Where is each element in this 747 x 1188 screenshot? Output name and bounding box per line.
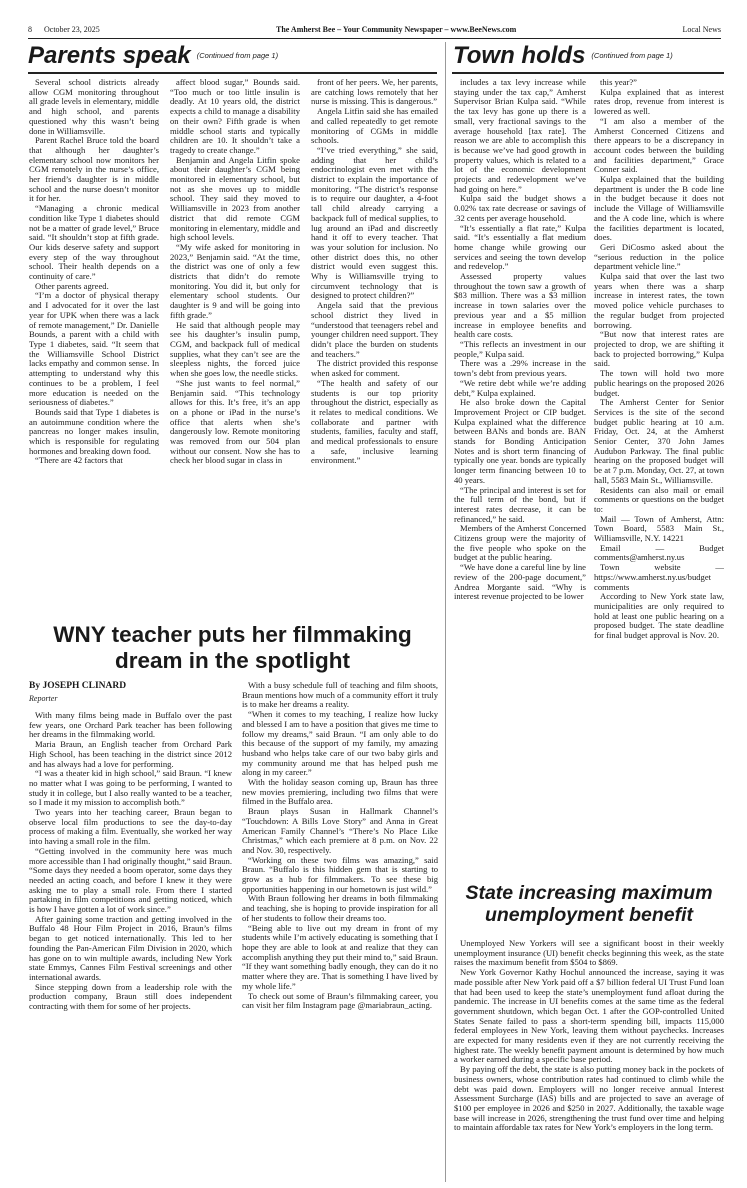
paragraph: “I’ve tried everything,” she said, adding that her child’s endocrinologist even met with the district to explain the importance of monitoring. “The district’s response is to require our daughter, a 4-foot tall child already carrying a backpack full of medical supplies, to lug around an iPad and discreetly hand it off to every teacher. That was your solution for inclusion. No other district does this, no other district would even suggest this. Why is Williamsville trying to circumvent technology that is designed to protect children?” (311, 144, 438, 301)
wny-col2 (242, 681, 438, 1171)
wny-reporter-role: Reporter (29, 694, 58, 703)
paragraph: “I’m a doctor of physical therapy and I advocated for it over the last year for UPK when there was a lack of remote management,” Dr. Danielle Bounds, a parent with a child with Type 1 diabetes, said. “It seem that the Williamsville School District lacks empathy and common sense. In attempting to understand why this continues to be a problem, I feel more education is needed on the seriousness of diabetes.” (29, 290, 159, 408)
paragraph: He also broke down the Capital Improvement Project or CIP budget. Kulpa explained what the difference between BANs and bonds are. BAN stands for Bonding Anticipation Notes and is short term financing of typically one year. bonds are typically longer term financing between 10 to 40 years. (454, 397, 586, 485)
paragraph: Since stepping down from a leadership role with the production company, Braun still does independent contracting with them for some of her projects. (29, 981, 232, 1012)
paragraph: Kulpa said the budget shows a 0.02% tax rate decrease or savings of .32 cents per average household. (454, 193, 586, 223)
town-holds-col2 (594, 78, 724, 862)
paragraph: Kulpa explained that the building department is under the B code line in the budget because it does not include the Village of Williamsville and the A code line, which is where the facilities department is located, does. (594, 174, 724, 243)
paragraph: “We have done a careful line by line review of the 200-page document,” Andrea Morgante said. “Why is interest revenue projected to be lower (454, 562, 586, 602)
paragraph: Members of the Amherst Concerned Citizens group were the majority of the five people who spoke on the budget at the public hearing. (454, 523, 586, 563)
paragraph: Geri DiCosmo asked about the “serious reduction in the police department vehicle line.” (594, 241, 724, 272)
paragraph: After gaining some traction and getting involved in the Buffalo 48 Hour Film Project in 2016, Braun’s films began to get noticed internationally. This led to her founding the Pan-American Film Division in 2020, which has gone on to win multiple awards, including New York state Emmys, Cannes Film Festival screenings and other international awards. (29, 913, 232, 982)
paragraph: With a busy schedule full of teaching and film shoots, Braun mentions how much of a community effort it truly is to make her dreams a reality. (242, 681, 438, 710)
paragraph: “When it comes to my teaching, I realize how lucky and blessed I am to have a position that gives me time to follow my dreams,” said Braun. “I am only able to do this because of the support of my family, my amazing husband who helps take care of our two baby girls and my community around me that has helped push me along in my career.” (242, 709, 438, 778)
paragraph: Unemployed New Yorkers will see a significant boost in their weekly unemployment insurance (UI) benefit checks beginning this week, as the state raises the maximum benefit from $504 to $869. (454, 939, 724, 968)
paragraph: The district provided this response when asked for comment. (311, 358, 438, 379)
paragraph: Maria Braun, an English teacher from Orchard Park High School, has been teaching in the district since 2012 and has always had a love for performing. (29, 739, 232, 769)
issue-date: October 23, 2025 (44, 24, 100, 34)
paragraph: includes a tax levy increase while staying under the tax cap,” Amherst Supervisor Brian Kulpa said. “While the tax levy has gone up there is a small, very fractional savings to the average household [tax rate]. The reason we are able to accomplish this is because we’ve had good growth in property values, which is related to a lot of the economic development projects and redevelopment we’ve had going on here.” (454, 78, 586, 194)
paragraph: “I was a theater kid in high school,” said Braun. “I knew no matter what I was going to be performing, I wanted to study it in college, but I also really wanted to be a teacher, so I made it my mission to accomplish both.” (29, 768, 232, 808)
parents-speak-rule (28, 72, 437, 74)
paragraph: Angela Litfin said she has emailed and called repeatedly to get remote monitoring of CGMs in middle schools. (311, 106, 438, 146)
parents-speak-col1 (29, 78, 159, 648)
paragraph: this year?” (600, 78, 637, 87)
paragraph: Angela said that the previous school district they lived in “understood that teenagers rebel and younger children need support. They didn’t place the burden on students and teachers.” (311, 300, 438, 359)
paragraph: front of her peers. We, her parents, are catching lows remotely that her nurse is missing. This is dangerous.” (311, 78, 438, 107)
paragraph: “Being able to live out my dream in front of my students while I’m actively educating is something that I hope they are able to look at and realize that they can accomplish anything they put their mind to,” said Braun. “If they want something badly enough, they can do it no matter where they are. That is something I have lived by my whole life.” (242, 922, 438, 991)
paragraph: New York Governor Kathy Hochul announced the increase, saying it was made possible after New York paid off a $7 billion federal UI Trust Fund loan that had been used to keep the state’s unemployment fund afloat during the pandemic. The increase in UI benefits comes at the same time as the federal government shutdown, which began Oct. 1 after the GOP-controlled United States Senate failed to pass a short-term spending bill, impacts 115,000 federal employees in New York, leaving them without paychecks. Increases are expected for many residents even if they are not currently receiving the highest rate. The weekly benefit payment amount is determined by how much a worker earned during a specific base period. (454, 967, 724, 1065)
paragraph: “Working on these two films was amazing,” said Braun. “Buffalo is this hidden gem that is starting to grow as a hub for filmmakers. To see these big opportunities happening in our hometown is just wild.” (242, 854, 438, 894)
paper-name: The Amherst Bee – Your Community Newspaper – www.BeeNews.com (276, 24, 517, 34)
header-left (28, 25, 110, 34)
paragraph: The Amherst Center for Senior Services is the site of the second budget public hearing at 10 a.m. Friday, Oct. 24, at the Amherst Senior Center, 370 John James Audubon Parkway. The final public hearing on the proposed budget will be at 7 p.m. Monday, Oct. 27, at town hall, 5583 Main St., Williamsville. (594, 397, 724, 485)
paragraph: According to New York state law, municipalities are only required to hold at least one public hearing on a proposed budget. The state deadline for final budget approval is Nov. 20. (594, 591, 724, 641)
paragraph: “This reflects an investment in our people,” Kulpa said. (454, 338, 586, 359)
paragraph: affect blood sugar,” Bounds said. “Too much or too little insulin is deadly. At 10 years old, the district expects a child to manage a disability on their own? Fifth grade is when middle school starts and typically children are 10. It shouldn’t take a tragedy to create change.” (170, 78, 300, 155)
page-header (28, 23, 721, 39)
town-holds-col1 (454, 78, 586, 862)
paragraph: With many films being made in Buffalo over the past few years, one Orchard Park teacher has been following her dreams in the filmmaking world. (29, 711, 232, 740)
paragraph: “My wife asked for monitoring in 2023,” Benjamin said. “At the time, the district was one of only a few districts that didn’t do remote monitoring. You did it, but only for elementary school students. Our daughter is 9 and will be going into fifth grade.” (170, 241, 300, 320)
paragraph: “We retire debt while we’re adding debt,” Kulpa explained. (454, 377, 586, 398)
parents-speak-title: Parents speak (28, 42, 191, 69)
paragraph: Bounds said that Type 1 diabetes is an autoimmune condition where the pancreas no longer makes insulin, which is responsible for regulating hormones and breaking down food. (29, 406, 159, 456)
section-name: Local News (682, 24, 721, 34)
paragraph: With the holiday season coming up, Braun has three new movies premiering, including two films that were filmed in the Buffalo area. (242, 777, 438, 807)
paragraph: “Managing a chronic medical condition like Type 1 diabetes should not be a matter of grade level,” Bruce said. “It shouldn’t stop at fifth grade. Our kids deserve safety and support every step of the way throughout school. Their health depends on a continuity of care.” (29, 203, 159, 282)
town-holds-continued: (Continued from page 1) (591, 51, 673, 61)
town-holds-title: Town holds (453, 42, 586, 69)
paragraph: With Braun following her dreams in both filmmaking and teaching, she is hoping to provide inspiration for all of her students to follow their dreams too. (242, 893, 438, 923)
state-body (454, 939, 724, 1179)
paragraph: “I am also a member of the Amherst Concerned Citizens and there appears to be a discrepancy in account codes between the building and facilities department,” Grace Conner said. (594, 115, 724, 175)
paragraph: He said that although people may see his daughter’s insulin pump, CGM, and backpack full of medical supplies, what they can’t see are the sleepless nights, the forced juice when she goes low, the needle sticks. (170, 319, 300, 379)
paragraph: There was a .29% increase in the town’s debt from previous years. (454, 358, 586, 379)
parents-speak-col2 (170, 78, 300, 648)
parents-speak-continued: (Continued from page 1) (196, 51, 279, 61)
paragraph: Mail — Town of Amherst, Attn: Town Board, 5583 Main St., Williamsville, N.Y. 14221 (594, 513, 724, 544)
paragraph: The town will hold two more public hearings on the proposed 2026 budget. (594, 368, 724, 398)
paragraph: “The health and safety of our students is our top priority throughout the district, especially as it relates to medical conditions. We collaborate and partner with students, families, faculty and staff, and medical professionals to ensure a safe, inclusive learning environment.” (311, 377, 438, 466)
paragraph: By paying off the debt, the state is also putting money back in the pockets of business owners, whose contribution rates had continued to climb while the debt was paid down. Employers will no longer receive annual Interest Assessment Surcharge (IAS) bills and are projected to save an average of $100 per employee in 2026 and $250 in 2027. Additionally, the taxable wage base will increase in 2026, strengthening the trust fund over time and helping to maintain affordable tax rates for New York’s employers in the long term. (454, 1064, 724, 1133)
town-holds-rule (452, 72, 724, 74)
paragraph: “Getting involved in the community here was much more accessible than I had originally thought,” said Braun. “Some days they needed a boom operator, some days they needed an acting coach, and before I knew it they were asking me to play a small role. From there I started partaking in film competitions and getting noticed, which is how I have gotten a lot of work since.” (29, 845, 232, 915)
town-holds-heading (453, 42, 673, 69)
paragraph: Benjamin and Angela Litfin spoke about their daughter’s CGM being monitored in elementary school, but not as she moves up to middle school. They said they moved to Williamsville in 2023 from another district that did remote CGM monitoring in elementary, middle and high school levels. (170, 154, 300, 243)
paragraph: Assessed property values throughout the town saw a growth of $83 million. There was a $3 million increase in town salaries over the previous year and a $5 million increase in employee benefits and health care costs. (454, 271, 586, 340)
page-number: 8 (28, 24, 32, 34)
paragraph: Parent Rachel Bruce told the board that although her daughter’s elementary school now monitors her CGM remotely in the nurse’s office, her friend’s daughter is in middle school and the nurse doesn’t monitor it for her. (29, 135, 159, 204)
paragraph: Kulpa said that over the last two years when there was a sharp increase in interest rates, the town moved police vehicle purchases to the regular budget from projected borrowing. (594, 271, 724, 330)
wny-col1 (29, 711, 232, 1171)
paragraph: Two years into her teaching career, Braun began to observe local film productions to see the day-to-day process of making a film. Eventually, she worked her way into having a small role in the film. (29, 807, 232, 847)
wny-headline: WNY teacher puts her filmmaking dream in the spotlight (53, 622, 412, 673)
paragraph: “But now that interest rates are projected to drop, we are shifting it back to projected borrowing,” Kulpa said. (594, 329, 724, 369)
wny-byline: By JOSEPH CLINARD (29, 681, 127, 691)
paragraph: “The principal and interest is set for the full term of the bond, but if interest rates decrease, it can be refinanced,” he said. (454, 484, 586, 524)
paragraph: Email — Budget comments@amherst.ny.us (594, 542, 724, 563)
parents-speak-col3 (311, 78, 438, 648)
paragraph: To check out some of Braun’s filmmaking career, you can visit her film Instagram page @mariabraun_acting. (242, 990, 438, 1011)
paragraph: Other parents agreed. (35, 280, 109, 291)
parents-speak-heading (28, 42, 278, 69)
paragraph: Residents can also mail or email comments or questions on the budget to: (594, 484, 724, 514)
paragraph: “She just wants to feel normal,” Benjamin said. “This technology allows for this. It’s free, it’s an app on a phone or iPad in the nurse’s office that alerts when she’s dangerously low. Remote monitoring was removed from our 504 plan without our consent. Now she has to check her blood sugar in class in (170, 377, 300, 466)
paragraph: Town website — https://www.amherst.ny.us/budget comments (594, 562, 724, 592)
paragraph: “It’s essentially a flat rate,” Kulpa said. “It’s essentially a flat medium home change while growing our services and seeing the town develop and redevelop.” (454, 222, 586, 272)
paragraph: “There are 42 factors that (35, 455, 123, 466)
paragraph: Braun plays Susan in Hallmark Channel’s “Touchdown: A Bills Love Story” and Anna in Great American Family Channel’s “There’s No Place Like Christmas,” which each premiere at 8 p.m. on Nov. 22 and Nov. 30, respectively. (242, 806, 438, 855)
paragraph: Kulpa explained that as interest rates drop, revenue from interest is lowered as well. (594, 86, 724, 117)
column-divider (445, 42, 446, 1182)
paragraph: Several school districts already allow CGM monitoring throughout all grade levels in elementary, middle and high school, and parents questioned why this wasn’t being done in Williamsville. (29, 78, 159, 136)
state-headline: State increasing maximum unemployment benefit (465, 882, 713, 927)
